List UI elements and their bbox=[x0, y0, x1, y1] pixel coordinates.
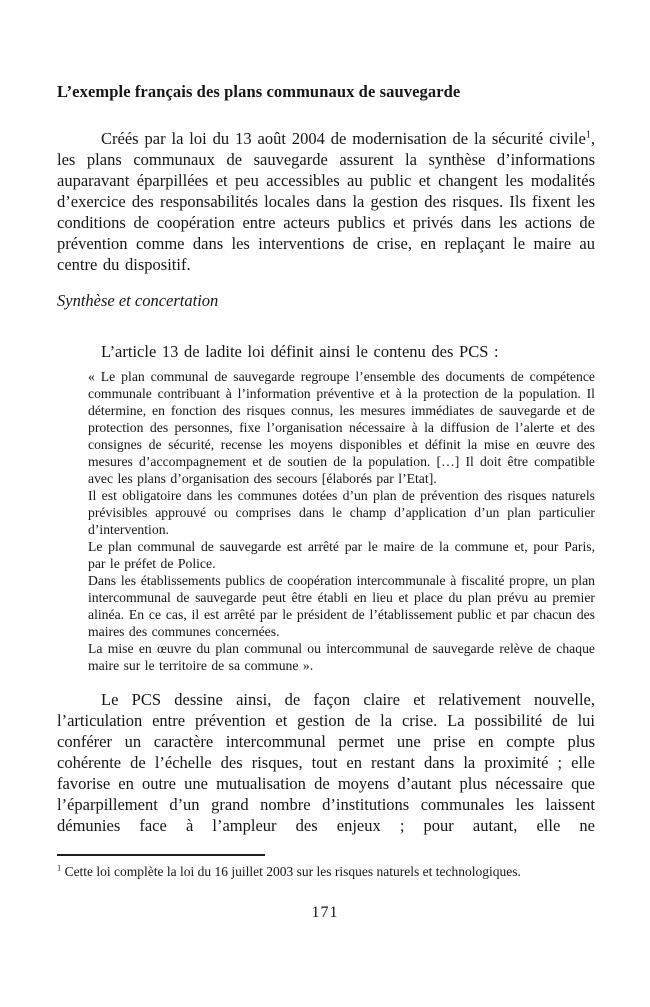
paragraph-intro-text-rest: , les plans communaux de sauvegarde assurent la synthèse d’informations auparavant éparpillées et peu accessibles au public et changent les modalités d’exercice des responsabilités locales dans la gestion des risques. Ils fixent les conditions de coopération entre acteurs publics et privés dans les actions de prévention comme dans les interventions de crise, en replaçant le maire au centre du dispositif. bbox=[57, 129, 595, 274]
page-content bbox=[57, 82, 595, 836]
footnote-ref-marker: 1 bbox=[585, 129, 591, 141]
footnote bbox=[57, 863, 595, 880]
quote-paragraph: Il est obligatoire dans les communes dotées d’un plan de prévention des risques naturels prévisibles approuvé ou comprises dans le champ d’application d’un plan particulier d’intervention. bbox=[88, 488, 595, 537]
footnote-number: 1 bbox=[57, 863, 62, 873]
paragraph-intro bbox=[57, 128, 595, 275]
footnote-area bbox=[57, 854, 595, 880]
paragraph-intro-text: Créés par la loi du 13 août 2004 de modernisation de la sécurité civile bbox=[101, 129, 586, 148]
subsection-heading: Synthèse et concertation bbox=[57, 291, 219, 310]
quote-paragraph: Dans les établissements publics de coopération intercommunale à fiscalité propre, un plan intercommunal de sauvegarde peut être établi en lieu et place du plan prévu au premier alinéa. En ce cas, il est arrêté par le président de l’établissement public et par chacun des maires des communes concernées. bbox=[88, 573, 595, 639]
paragraph-analysis: Le PCS dessine ainsi, de façon claire et relativement nouvelle, l’articulation entre prévention et gestion de la crise. La possibilité de lui conférer un caractère intercommunal permet une prise en compte plus cohérente de l’échelle des risques, tout en restant dans la proximité ; elle favorise en outre une mutualisation de moyens d’autant plus nécessaire que l’éparpillement d’un grand nombre d’institutions communales les laissent démunies face à l’ampleur des enjeux ; pour autant, elle ne bbox=[57, 690, 595, 835]
quote-paragraph: Le plan communal de sauvegarde est arrêté par le maire de la commune et, pour Paris, par le préfet de Police. bbox=[88, 539, 595, 571]
page-number: 171 bbox=[311, 904, 339, 921]
quote-paragraph: La mise en œuvre du plan communal ou intercommunal de sauvegarde relève de chaque maire sur le territoire de sa commune ». bbox=[88, 641, 595, 673]
footnote-text: Cette loi complète la loi du 16 juillet 2003 sur les risques naturels et technologiques. bbox=[64, 864, 521, 879]
section-heading: L’exemple français des plans communaux de sauvegarde bbox=[57, 82, 461, 101]
quote-paragraph: « Le plan communal de sauvegarde regroupe l’ensemble des documents de compétence communale contribuant à l’information préventive et à la protection de la population. Il détermine, en fonction des risques connus, les mesures immédiates de sauvegarde et de protection des personnes, fixe l’organisation nécessaire à la diffusion de l’alerte et des consignes de sécurité, recense les moyens disponibles et définit la mise en œuvre des mesures d’accompagnement et de soutien de la population. […] Il doit être compatible avec les plans d’organisation des secours [élaborés par l’Etat]. bbox=[88, 369, 595, 486]
footnote-divider bbox=[57, 854, 265, 856]
law-quote-block bbox=[88, 368, 595, 674]
paragraph-article-intro: L’article 13 de ladite loi définit ainsi le contenu des PCS : bbox=[101, 342, 499, 361]
